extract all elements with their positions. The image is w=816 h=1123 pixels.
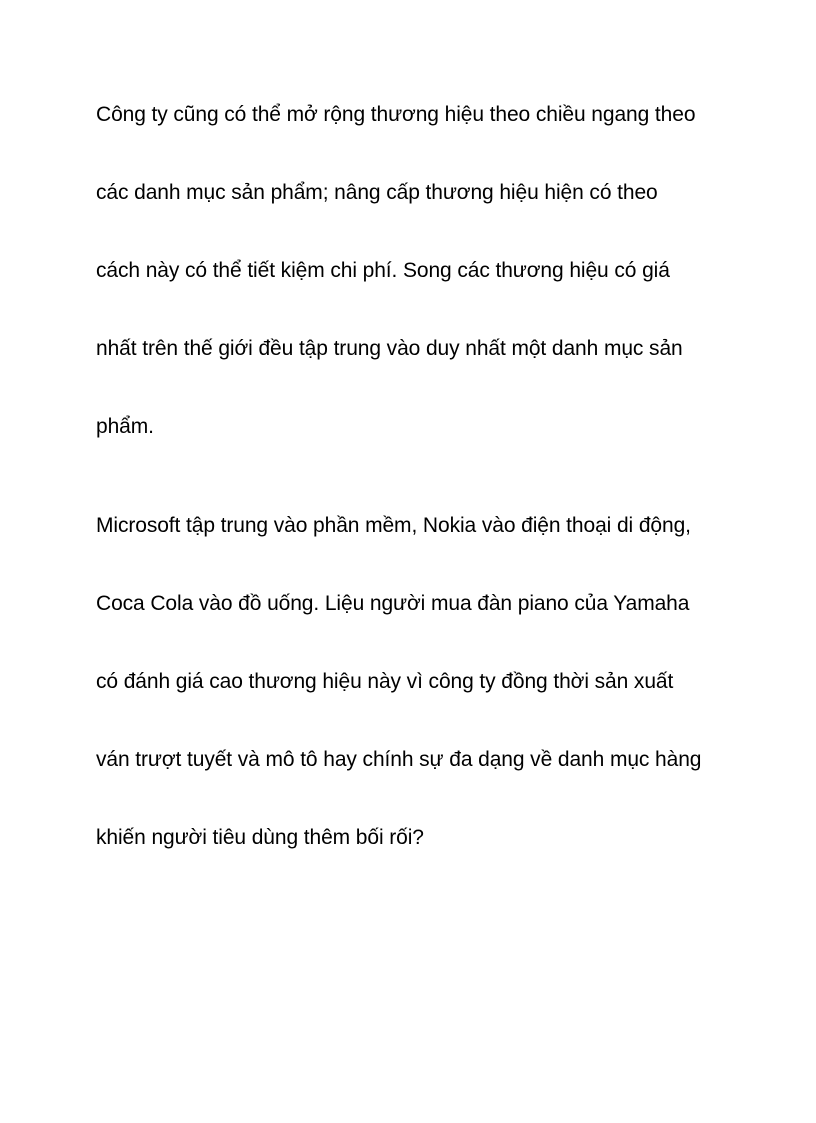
text-line: có đánh giá cao thương hiệu này vì công ty đồng thời sản xuất xyxy=(96,670,674,693)
text-line: Microsoft tập trung vào phần mềm, Nokia vào điện thoại di động, xyxy=(96,514,691,537)
text-line: phẩm. xyxy=(96,415,154,438)
text-line: Công ty cũng có thể mở rộng thương hiệu theo chiều ngang theo xyxy=(96,103,696,126)
text-line: khiến người tiêu dùng thêm bối rối? xyxy=(96,826,424,849)
text-line: cách này có thể tiết kiệm chi phí. Song các thương hiệu có giá xyxy=(96,259,670,282)
text-line: các danh mục sản phẩm; nâng cấp thương hiệu hiện có theo xyxy=(96,181,658,204)
text-line: ván trượt tuyết và mô tô hay chính sự đa dạng về danh mục hàng xyxy=(96,748,702,771)
text-line: nhất trên thế giới đều tập trung vào duy nhất một danh mục sản xyxy=(96,337,683,360)
text-line: Coca Cola vào đồ uống. Liệu người mua đàn piano của Yamaha xyxy=(96,592,690,615)
